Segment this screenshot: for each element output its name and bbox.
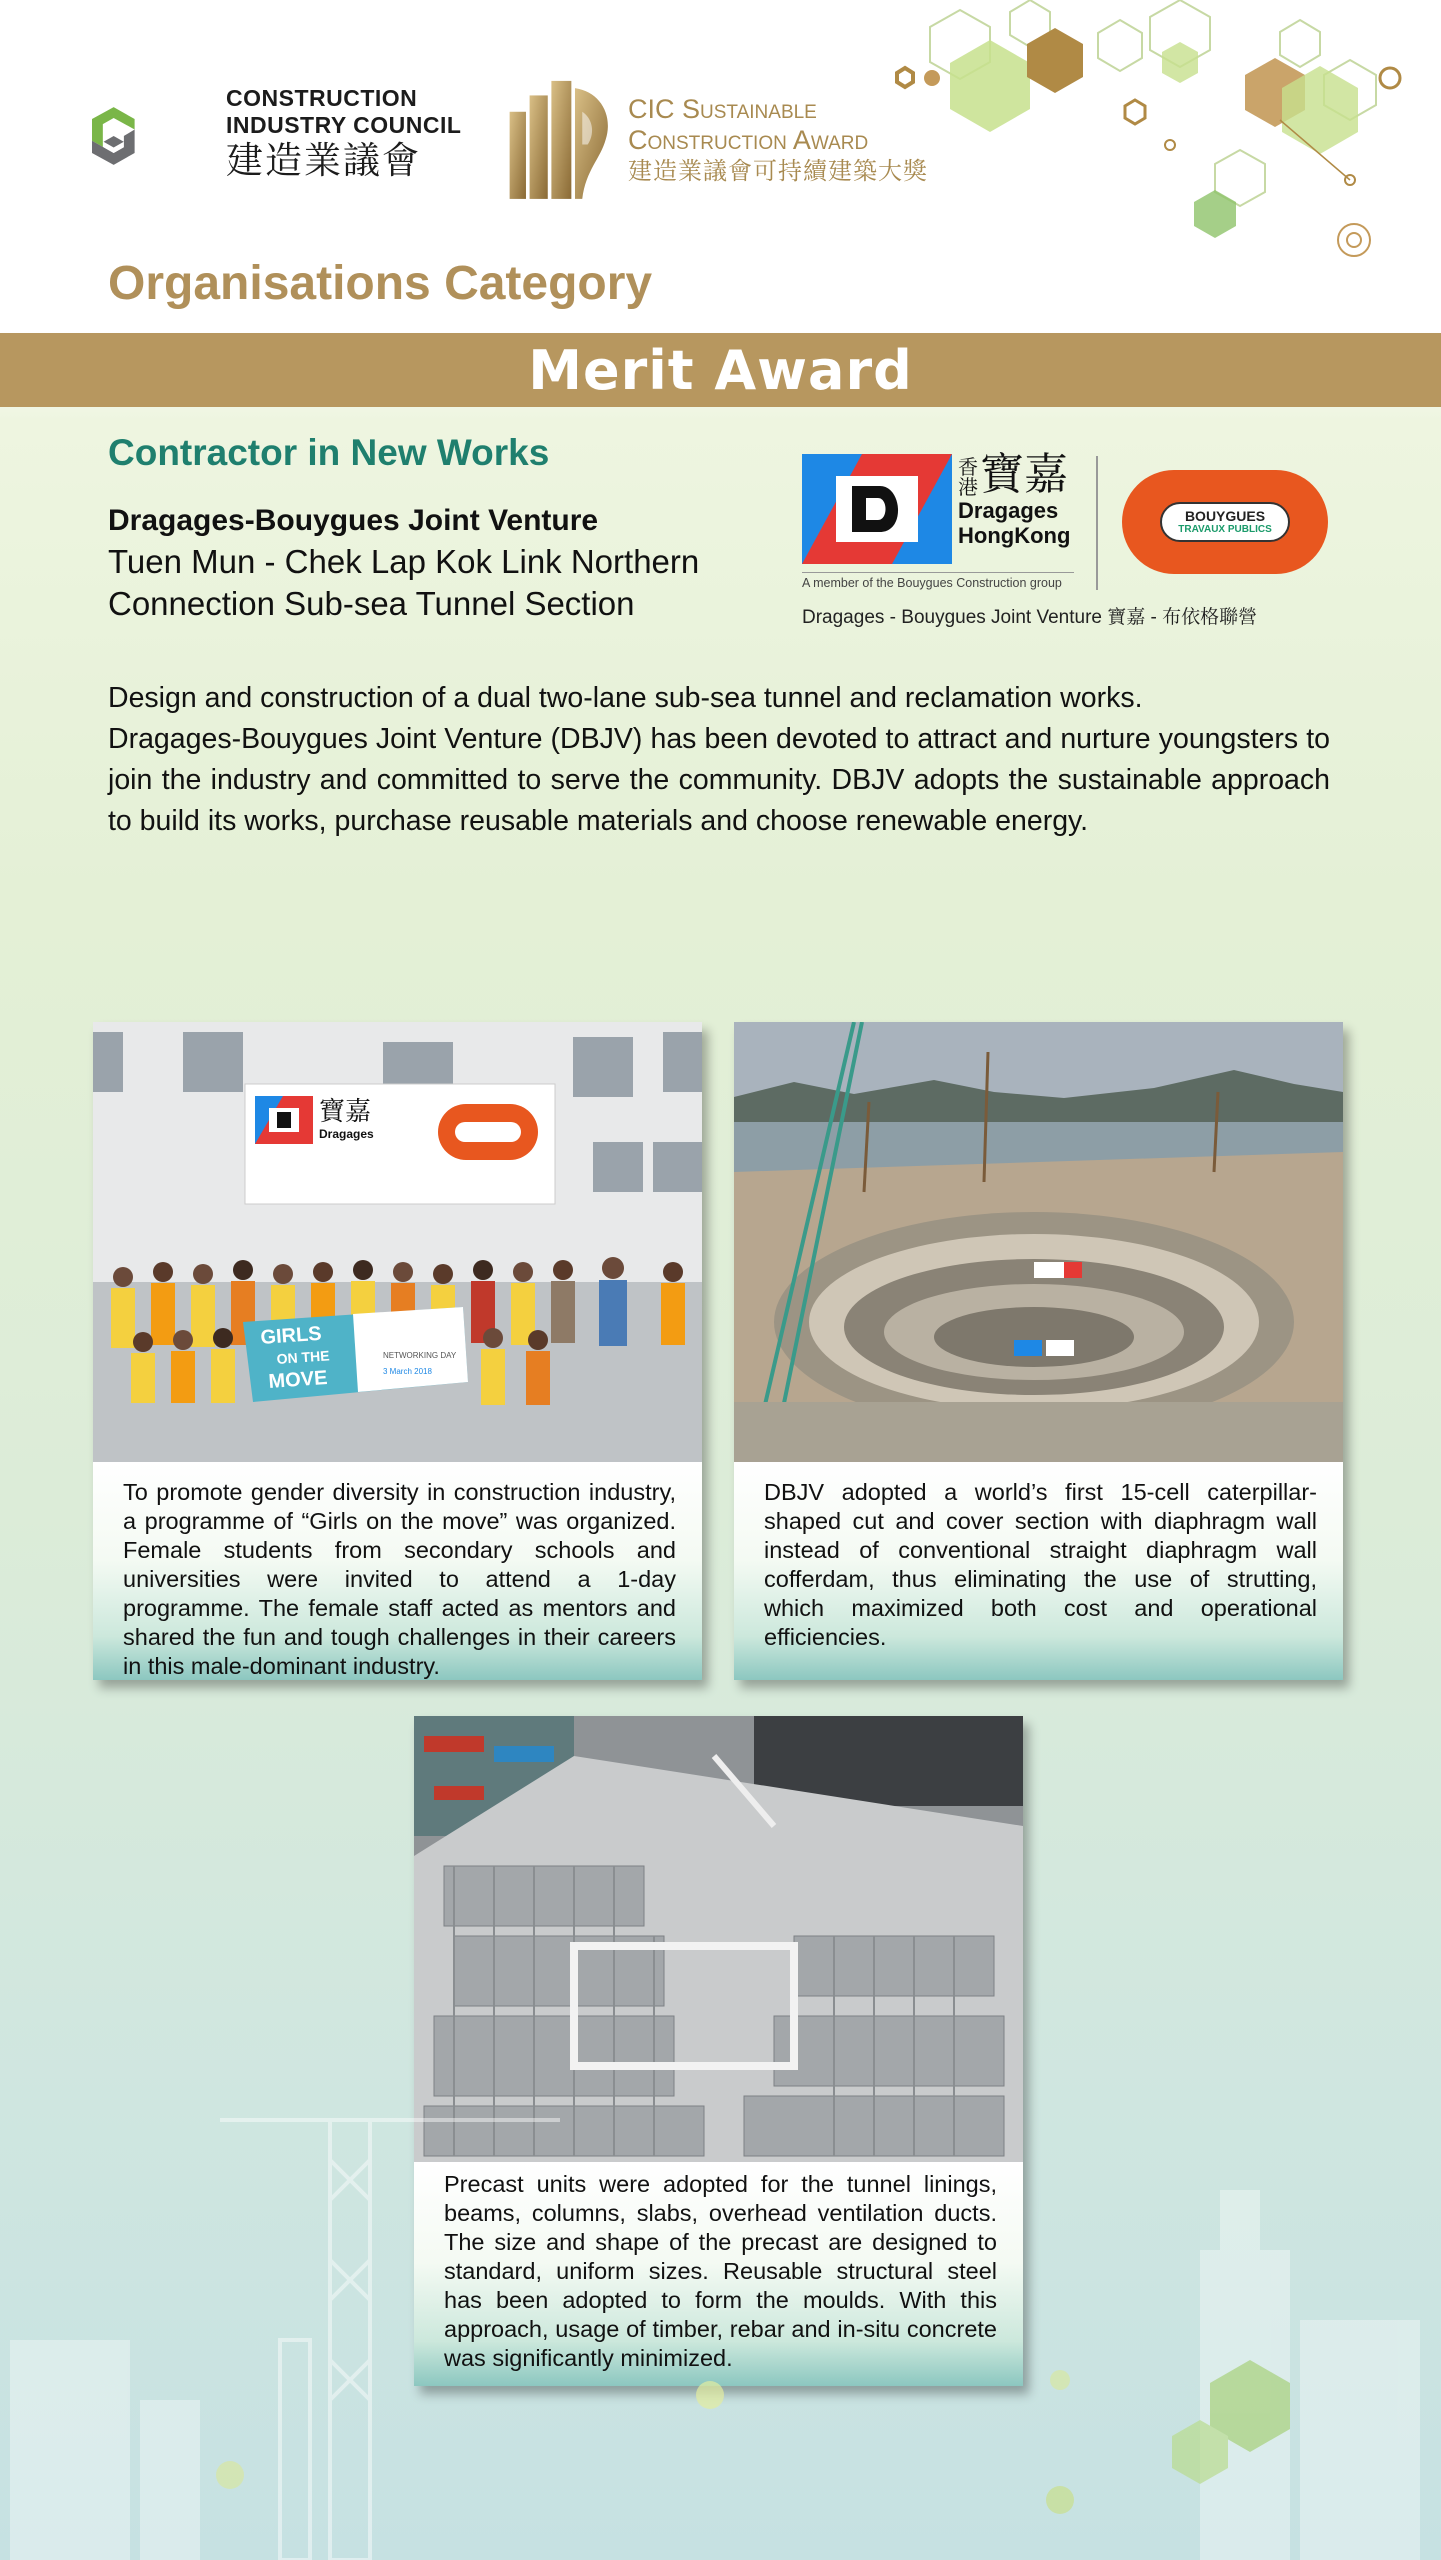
award-level-text: Merit Award (528, 338, 913, 402)
svg-text:MOVE: MOVE (267, 1366, 329, 1393)
caption-precast-units: Precast units were adopted for the tunnel linings, beams, columns, slabs, overhead ventilation ducts. The size and shape of the precast are designed to standard, uniform sizes. Reusable structural steel has been adopted to form the moulds. With this approach, usage of timber, rebar and in-situ concrete was significantly minimized. (414, 2162, 1023, 2386)
jv-logo (800, 452, 1340, 602)
photo-card-girls-on-the-move (93, 1022, 702, 1680)
svg-text:GIRLS: GIRLS (259, 1322, 323, 1349)
photo-card-caterpillar-cofferdam (734, 1022, 1343, 1680)
decorative-hexagons-icon (880, 0, 1441, 270)
cic-name-line1: CONSTRUCTION (226, 85, 418, 111)
cic-name-line2: INDUSTRY COUNCIL (226, 112, 462, 138)
jv-logo-member-text: A member of the Bouygues Construction group (802, 572, 1074, 590)
construction-site-illustration-icon (734, 1022, 1343, 1462)
caption-caterpillar-cofferdam: DBJV adopted a world’s first 15-cell caterpillar-shaped cut and cover section with diaphragm wall instead of conventional straight diaphragm wall cofferdam, thus eliminating the use of strutting, which maximized both cost and operational efficiencies. (734, 1462, 1343, 1680)
award-logo-icon (506, 74, 624, 204)
decorative-skyline-icon (0, 2100, 1441, 2560)
project-name-line1: Tuen Mun - Chek Lap Kok Link Northern (108, 543, 700, 580)
intro-paragraph-2: Dragages-Bouygues Joint Venture (DBJV) has been devoted to attract and nurture youngsters to join the industry and committed to serve the community. DBJV adopts the sustainable approach to build its works, purchase reusable materials and choose renewable energy. (108, 723, 1330, 837)
jv-logo-divider (1096, 456, 1098, 590)
svg-text:Dragages: Dragages (319, 1127, 374, 1141)
bouygues-text: BOUYGUES (1184, 508, 1266, 524)
travaux-text: TRAVAUX PUBLICS (1178, 524, 1272, 535)
photo-precast-units (414, 1716, 1023, 2162)
jv-logo-zh-small: 香港 (958, 457, 978, 499)
group-photo-illustration-icon (93, 1022, 702, 1462)
svg-text:NETWORKING DAY: NETWORKING DAY (383, 1351, 457, 1360)
jv-logo-dragages: Dragages (958, 498, 1059, 523)
cic-logo-icon (92, 56, 222, 216)
bouygues-logo (1122, 470, 1328, 574)
award-name-line2: Construction Award (628, 125, 869, 155)
award-level-banner (0, 333, 1441, 407)
project-name (108, 541, 748, 625)
cic-name-chinese: 建造業議會 (226, 140, 421, 181)
project-name-line2: Connection Sub-sea Tunnel Section (108, 585, 635, 622)
svg-text:3 March 2018: 3 March 2018 (383, 1367, 432, 1376)
caption-girls-on-the-move: To promote gender diversity in construction industry, a programme of “Girls on the move” was organized. Female students from secondary schools and universities were invited to attend a 1-day programme. The female staff acted as mentors and shared the fun and tough challenges in their careers in this male-dominant industry. (93, 1462, 702, 1680)
award-name-line1: CIC Sustainable (628, 94, 817, 124)
precast-yard-illustration-icon (414, 1716, 1023, 2162)
jv-logo-hongkong: HongKong (958, 523, 1071, 548)
intro-text (108, 678, 1330, 842)
svg-text:ON THE: ON THE (276, 1347, 330, 1367)
intro-paragraph-1: Design and construction of a dual two-lane sub-sea tunnel and reclamation works. (108, 682, 1143, 714)
jv-logo-zh-big: 寶嘉 (980, 450, 1068, 499)
jv-logo-caption: Dragages - Bouygues Joint Venture 寶嘉 - 布依格聯營 (802, 607, 1258, 628)
category-title: Organisations Category (108, 257, 653, 310)
cic-logo-text (226, 85, 461, 183)
award-name-chinese: 建造業議會可持續建築大獎 (628, 158, 928, 185)
svg-text:寶嘉: 寶嘉 (319, 1097, 372, 1127)
dragages-text-block (958, 450, 1071, 548)
dragages-d-icon (802, 454, 952, 564)
company-name: Dragages-Bouygues Joint Venture (108, 504, 599, 537)
photo-girls-on-the-move (93, 1022, 702, 1462)
photo-caterpillar-cofferdam (734, 1022, 1343, 1462)
subcategory-title: Contractor in New Works (108, 432, 550, 473)
